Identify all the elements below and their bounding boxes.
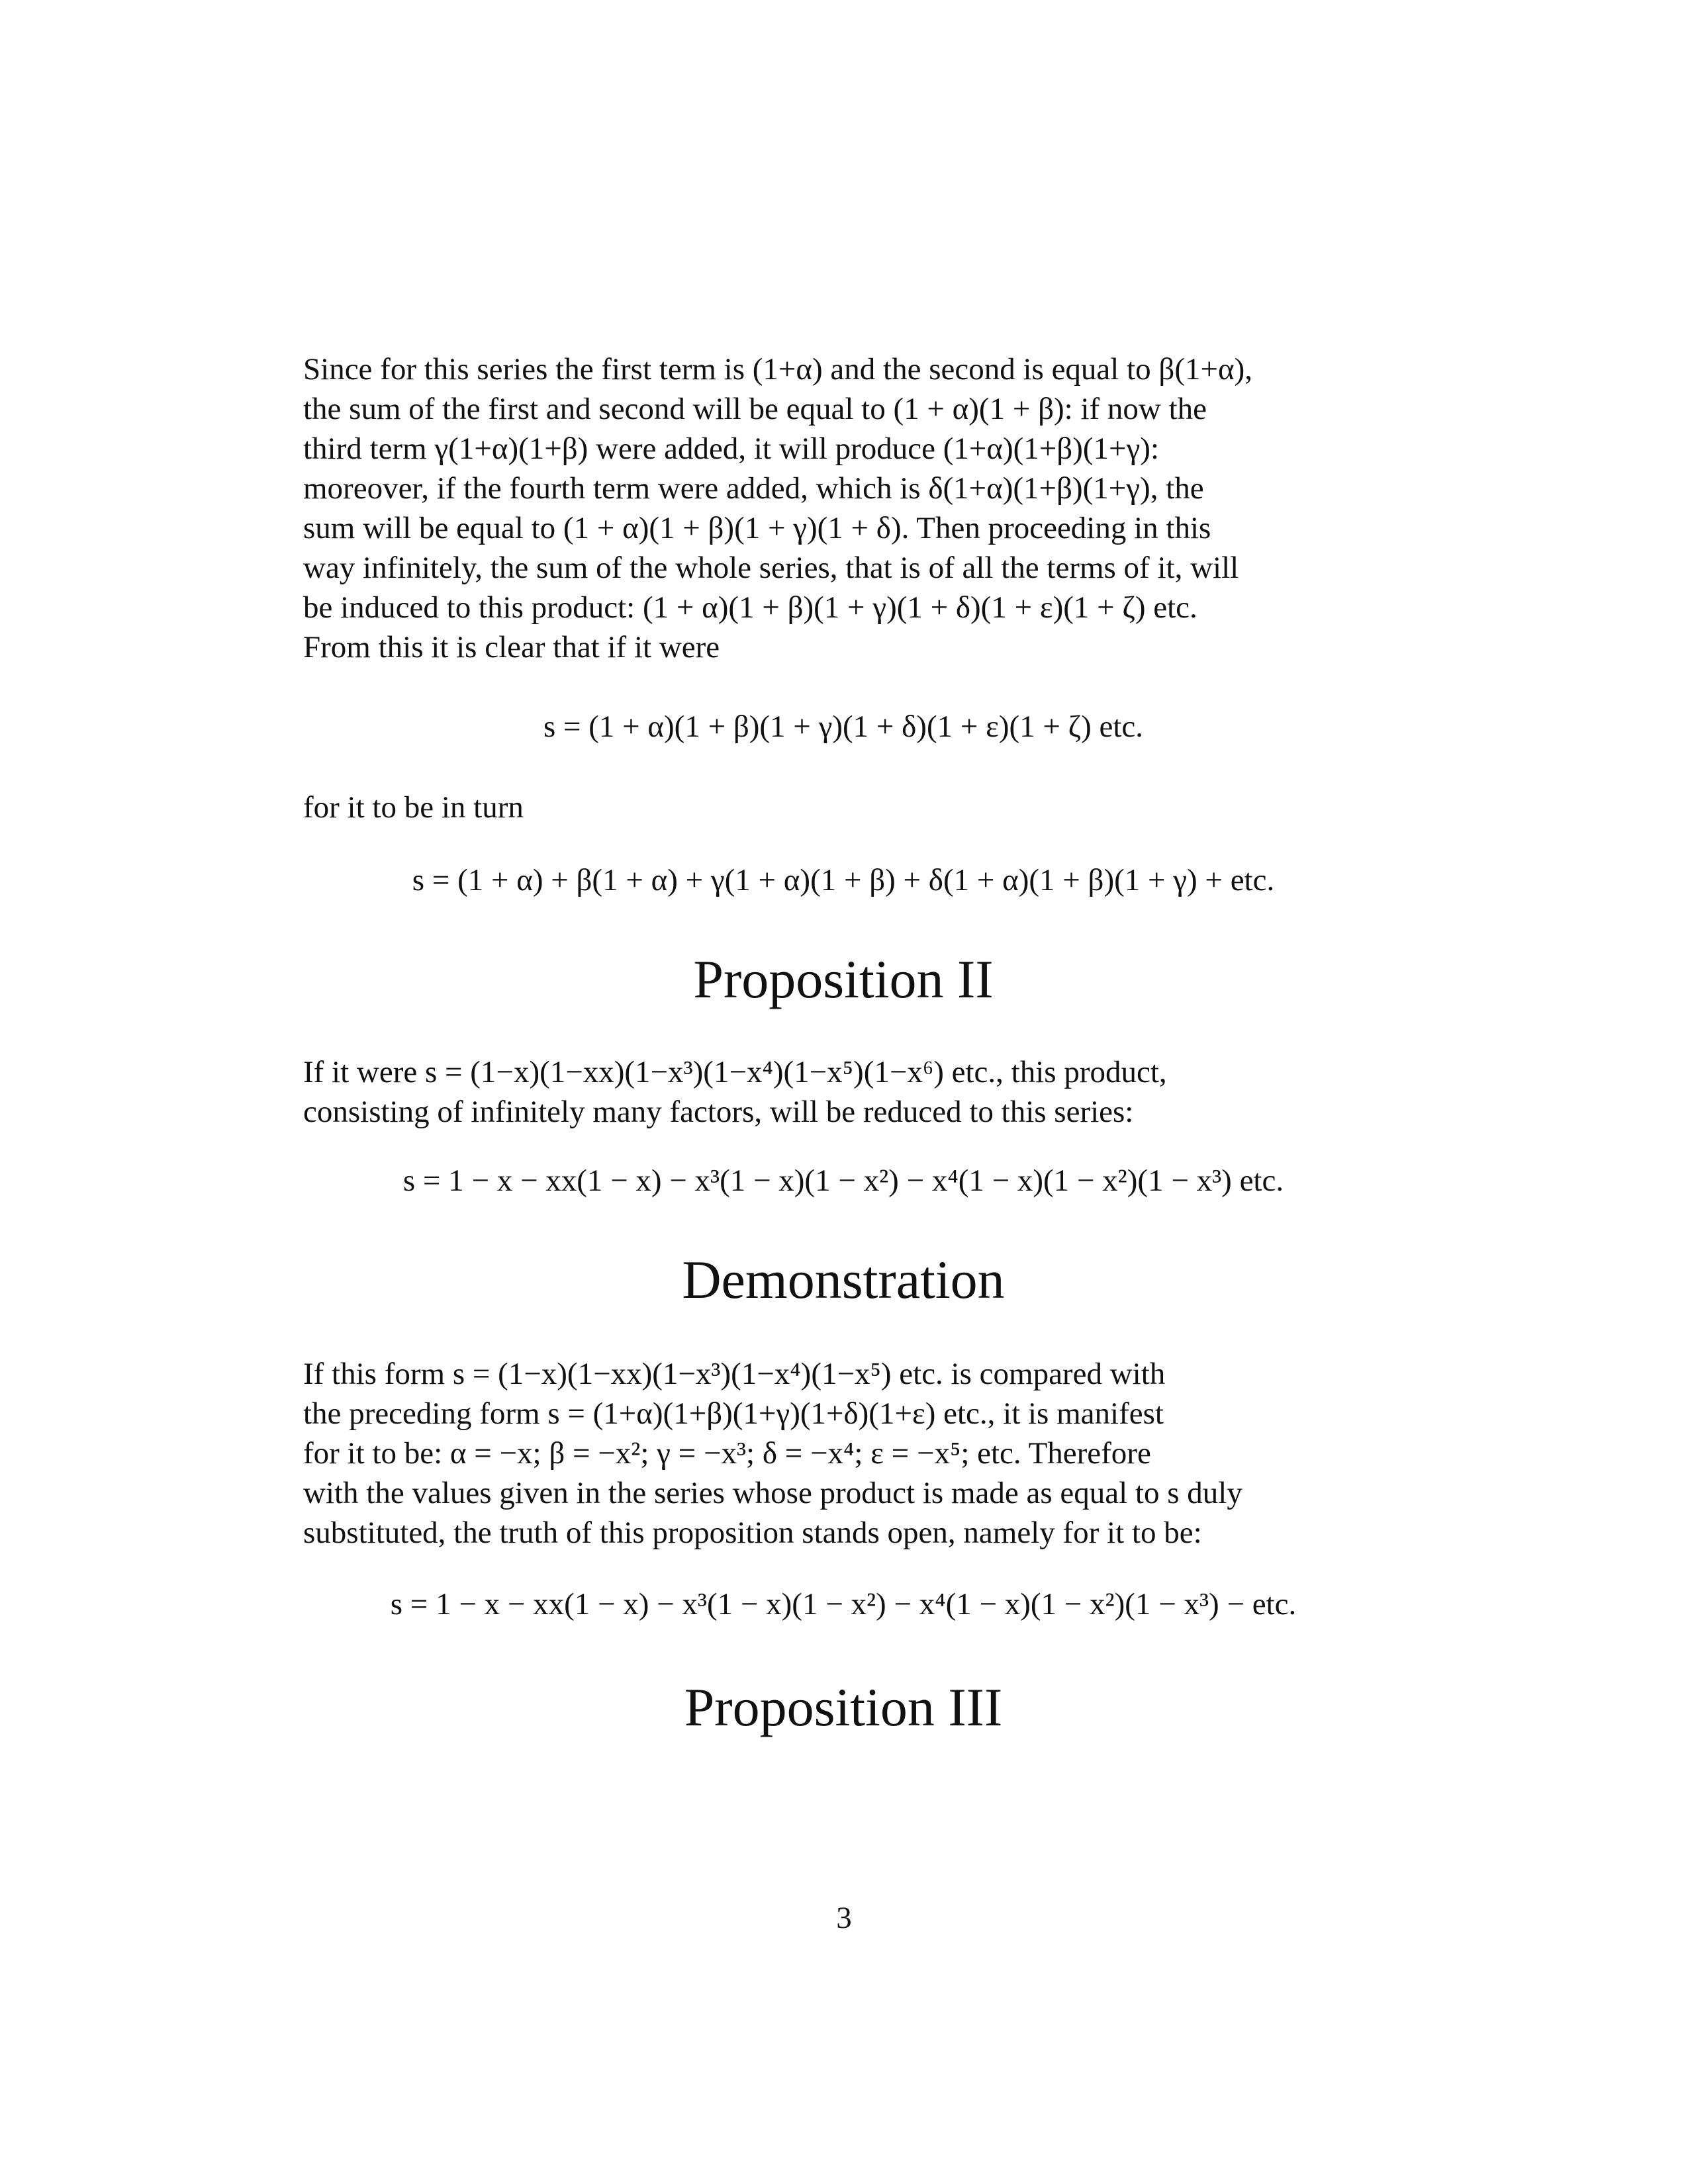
equation-pentagonal-series: s = 1 − x − xx(1 − x) − x³(1 − x)(1 − x²) − x⁴(1 − x)(1 − x²)(1 − x³) etc. <box>402 1163 1284 1198</box>
text-line: way infinitely, the sum of the whole series, that is of all the terms of it, will <box>303 551 1239 585</box>
text-line: If it were s = (1−x)(1−xx)(1−x³)(1−x⁴)(1−x⁵)(1−x⁶) etc., this product, <box>303 1055 1167 1089</box>
main-content <box>303 349 1383 1741</box>
text-line: with the values given in the series whose product is made as equal to s duly <box>303 1476 1243 1510</box>
text-line: Since for this series the first term is (1+α) and the second is equal to β(1+α), <box>303 352 1253 387</box>
text-line: sum will be equal to (1 + α)(1 + β)(1 + γ)(1 + δ). Then proceeding in this <box>303 511 1211 545</box>
text-line: for it to be: α = −x; β = −x²; γ = −x³; δ = −x⁴; ε = −x⁵; etc. Therefore <box>303 1436 1151 1471</box>
text-line: the preceding form s = (1+α)(1+β)(1+γ)(1+δ)(1+ε) etc., it is manifest <box>303 1396 1164 1431</box>
equation-conclusion: s = 1 − x − xx(1 − x) − x³(1 − x)(1 − x²) − x⁴(1 − x)(1 − x²)(1 − x³) − etc. <box>390 1587 1297 1621</box>
text-line: If this form s = (1−x)(1−xx)(1−x³)(1−x⁴)(1−x⁵) etc. is compared with <box>303 1357 1166 1391</box>
equation-product: s = (1 + α)(1 + β)(1 + γ)(1 + δ)(1 + ε)(1 + ζ) etc. <box>543 709 1144 744</box>
text-line: substituted, the truth of this proposition stands open, namely for it to be: <box>303 1516 1202 1550</box>
heading-proposition-iii: Proposition III <box>684 1677 1003 1737</box>
text-line: consisting of infinitely many factors, will be reduced to this series: <box>303 1095 1134 1129</box>
paragraph-series-sum <box>303 349 1383 667</box>
paragraph-demonstration <box>303 1354 1383 1553</box>
text-line: From this it is clear that if it were <box>303 630 720 664</box>
page-number: 3 <box>836 1901 852 1935</box>
paragraph-proposition-ii <box>303 1052 1383 1132</box>
text-line: be induced to this product: (1 + α)(1 + β)(1 + γ)(1 + δ)(1 + ε)(1 + ζ) etc. <box>303 590 1197 625</box>
text-line: moreover, if the fourth term were added, which is δ(1+α)(1+β)(1+γ), the <box>303 471 1204 506</box>
heading-demonstration: Demonstration <box>682 1250 1005 1310</box>
equation-series: s = (1 + α) + β(1 + α) + γ(1 + α)(1 + β) + δ(1 + α)(1 + β)(1 + γ) + etc. <box>412 863 1275 897</box>
text-line: the sum of the first and second will be equal to (1 + α)(1 + β): if now the <box>303 392 1207 426</box>
heading-proposition-ii: Proposition II <box>693 949 994 1009</box>
text-line: third term γ(1+α)(1+β) were added, it will produce (1+α)(1+β)(1+γ): <box>303 432 1160 466</box>
paragraph-in-turn: for it to be in turn <box>303 790 524 825</box>
